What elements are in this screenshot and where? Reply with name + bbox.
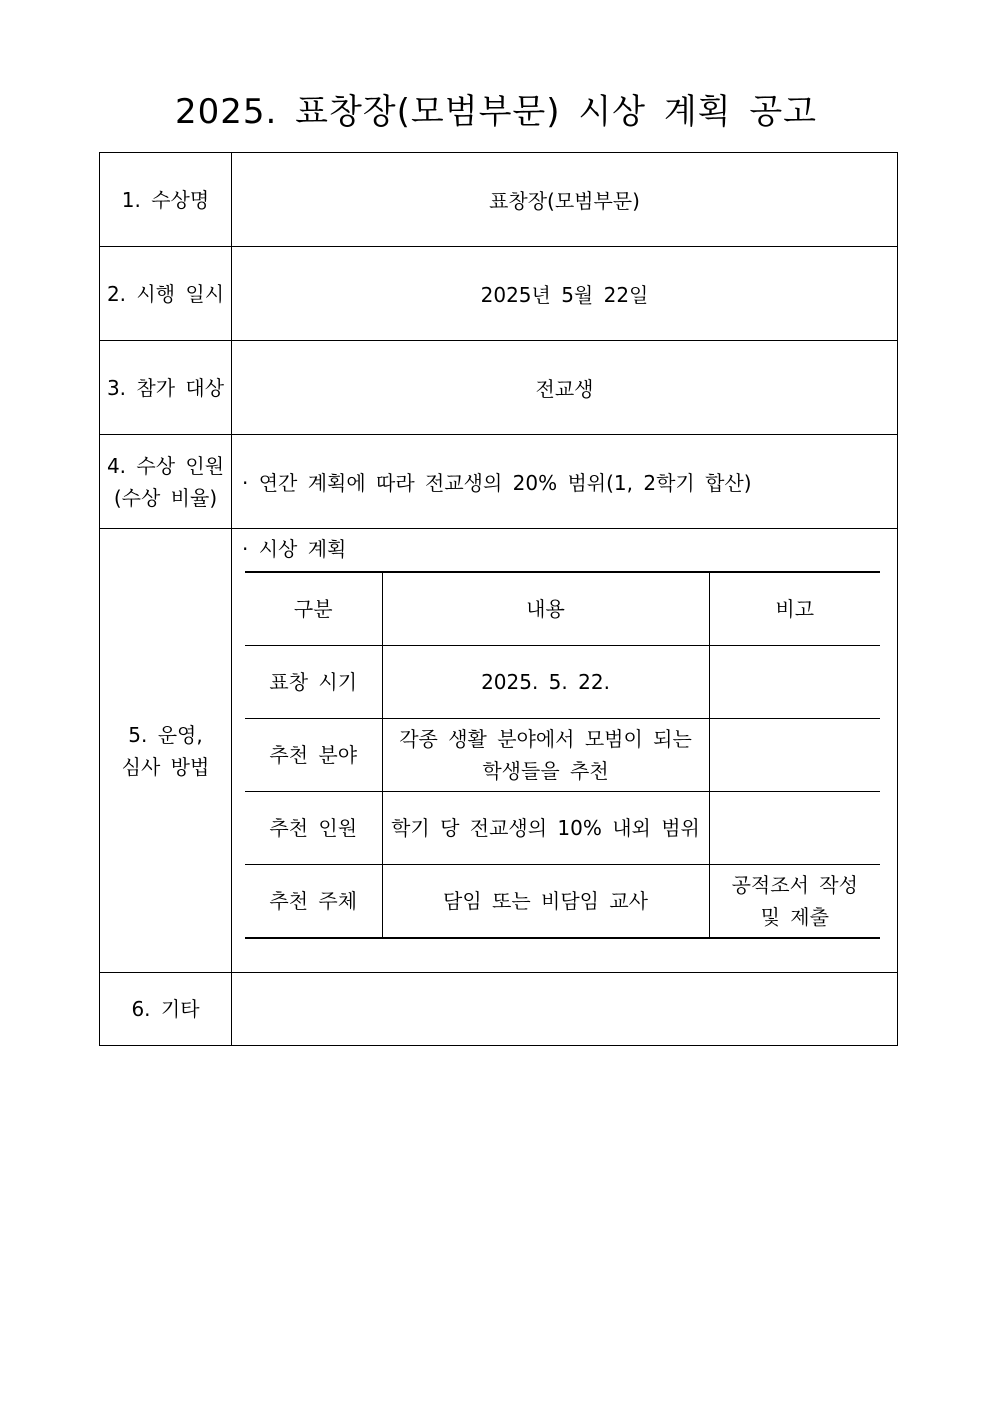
target-label: 3. 참가 대상 <box>100 341 232 435</box>
row-target <box>100 341 898 435</box>
other-label: 6. 기타 <box>100 973 232 1046</box>
plan-table <box>245 571 880 939</box>
document-title: 2025. 표창장(모범부문) 시상 계획 공고 <box>174 92 818 132</box>
plan-note <box>709 719 880 792</box>
count-value: · 연간 계획에 따라 전교생의 20% 범위(1, 2학기 합산) <box>232 435 898 529</box>
target-value: 전교생 <box>232 341 898 435</box>
plan-content <box>382 646 709 719</box>
plan-note-line2: 및 제출 <box>760 905 829 929</box>
plan-category: 추천 인원 <box>245 792 382 865</box>
row-count <box>100 435 898 529</box>
plan-note <box>709 792 880 865</box>
plan-header-content: 내용 <box>382 572 709 646</box>
count-label <box>100 435 232 529</box>
row-method <box>100 529 898 973</box>
plan-content-line1: 학기 당 전교생의 10% 내외 범위 <box>391 816 700 840</box>
date-value: 2025년 5월 22일 <box>232 247 898 341</box>
plan-category: 추천 분야 <box>245 719 382 792</box>
method-label <box>100 529 232 973</box>
plan-header-row <box>245 572 880 646</box>
count-label-line2: (수상 비율) <box>113 485 218 510</box>
plan-header-note: 비고 <box>709 572 880 646</box>
plan-note-line1: 공적조서 작성 <box>731 873 858 897</box>
row-award-name <box>100 153 898 247</box>
plan-note <box>709 865 880 939</box>
award-name-label: 1. 수상명 <box>100 153 232 247</box>
plan-header-category: 구분 <box>293 597 333 621</box>
other-value <box>232 973 898 1046</box>
plan-category: 표창 시기 <box>245 646 382 719</box>
award-name-value: 표창장(모범부문) <box>232 153 898 247</box>
plan-content-line1: 2025. 5. 22. <box>481 670 610 694</box>
plan-heading: · 시상 계획 <box>242 537 347 561</box>
plan-note <box>709 646 880 719</box>
plan-content <box>382 719 709 792</box>
method-content <box>232 529 898 973</box>
plan-content-line2: 학생들을 추천 <box>482 759 609 783</box>
row-other <box>100 973 898 1046</box>
plan-content <box>382 792 709 865</box>
plan-row <box>245 865 880 939</box>
plan-row <box>245 719 880 792</box>
plan-row <box>245 646 880 719</box>
date-label: 2. 시행 일시 <box>100 247 232 341</box>
plan-content <box>382 865 709 939</box>
method-label-line1: 5. 운영, <box>128 722 203 747</box>
plan-row <box>245 792 880 865</box>
plan-category: 추천 주체 <box>245 865 382 939</box>
method-label-line2: 심사 방법 <box>121 754 210 779</box>
row-date <box>100 247 898 341</box>
count-label-line1: 4. 수상 인원 <box>106 453 225 478</box>
plan-content-line1: 각종 생활 분야에서 모범이 되는 <box>399 727 692 751</box>
announcement-table <box>99 152 898 1046</box>
plan-content-line1: 담임 또는 비담임 교사 <box>443 889 648 913</box>
